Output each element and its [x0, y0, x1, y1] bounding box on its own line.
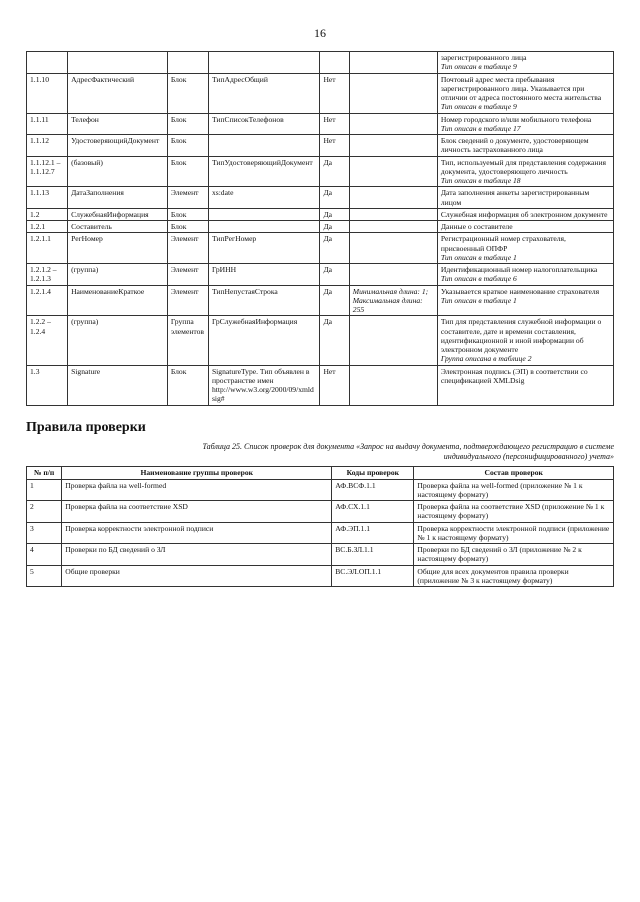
cell-description: [437, 365, 613, 405]
check-cell-content: Проверка файла на well-formed (приложение № 1 к настоящему формату): [414, 479, 614, 501]
cell-type: Элемент: [167, 233, 208, 264]
header-group: Наименование группы проверок: [62, 467, 332, 479]
cell-name: (группа): [68, 316, 168, 365]
cell-required: Да: [320, 285, 349, 316]
table-row: [27, 187, 614, 209]
cell-type: Блок: [167, 221, 208, 233]
cell-required: Да: [320, 208, 349, 220]
check-cell-content: Проверки по БД сведений о ЗЛ (приложение № 2 к настоящему формату): [414, 544, 614, 566]
cell-required: Да: [320, 221, 349, 233]
cell-format: ГрСлужебнаяИнформация: [208, 316, 320, 365]
cell-description: [437, 113, 613, 135]
cell-format: SignatureType. Тип объявлен в пространстве имен http://www.w3.org/2000/09/xmldsig#: [208, 365, 320, 405]
check-cell-num: 4: [27, 544, 62, 566]
elements-table: [26, 51, 614, 406]
cell-format: ТипНепустаяСтрока: [208, 285, 320, 316]
check-cell-group: Проверка файла на соответствие XSD: [62, 501, 332, 523]
description-note: Тип описан в таблице 1: [440, 295, 517, 305]
cell-required: Да: [320, 233, 349, 264]
check-cell-codes: ВС.ЭЛ.ОП.1.1: [332, 565, 414, 587]
cell-constraints: [349, 73, 437, 113]
cell-type: Блок: [167, 208, 208, 220]
cell-type: Блок: [167, 113, 208, 135]
table-row: [27, 135, 614, 157]
description-note: Тип описан в таблице 9: [440, 62, 517, 72]
cell-required: Да: [320, 316, 349, 365]
cell-constraints: [349, 221, 437, 233]
table-row: [27, 316, 614, 365]
cell-name: УдостоверяющийДокумент: [68, 135, 168, 157]
table-caption: Таблица 25. Список проверок для документа «Запрос на выдачу документа, подтверждающего регистрацию в системе индивидуального (персонифицированного) учета»: [202, 441, 614, 461]
cell-description: [437, 208, 613, 220]
table-row: [27, 501, 614, 523]
description-text: Тип для представления служебной информации о составителе, дате и времени составления, идентификационной и иной информации об электронном документе: [440, 317, 602, 354]
cell-description: [437, 221, 613, 233]
cell-format: [208, 221, 320, 233]
description-text: Почтовый адрес места пребывания зарегистрированного лица. Указывается при отличии от адреса постоянного места жительства: [440, 74, 602, 102]
table-row: [27, 233, 614, 264]
description-note: Тип описан в таблице 1: [440, 252, 517, 262]
cell-num: 1.2: [27, 208, 68, 220]
header-content: Состав проверок: [414, 467, 614, 479]
cell-num: [27, 52, 68, 74]
table-row: [27, 479, 614, 501]
cell-type: [167, 52, 208, 74]
cell-format: ТипСписокТелефонов: [208, 113, 320, 135]
cell-required: Да: [320, 187, 349, 209]
cell-name: Signature: [68, 365, 168, 405]
cell-name: Телефон: [68, 113, 168, 135]
description-text: зарегистрированного лица: [440, 53, 527, 62]
cell-constraints: [349, 113, 437, 135]
table-row: [27, 52, 614, 74]
cell-num: 1.1.12: [27, 135, 68, 157]
table-row: [27, 264, 614, 286]
elements-table-body: [27, 52, 614, 406]
cell-description: [437, 316, 613, 365]
description-note: Группа описана в таблице 2: [440, 354, 532, 364]
table-row: [27, 522, 614, 544]
cell-num: 1.2.1.4: [27, 285, 68, 316]
description-text: Указывается краткое наименование страхователя: [440, 286, 600, 296]
cell-name: РегНомер: [68, 233, 168, 264]
cell-constraints: [349, 365, 437, 405]
section-title: Правила проверки: [26, 419, 146, 435]
cell-constraints: [349, 208, 437, 220]
cell-required: Нет: [320, 135, 349, 157]
cell-num: 1.3: [27, 365, 68, 405]
cell-name: (базовый): [68, 156, 168, 187]
table-row: [27, 221, 614, 233]
description-text: Регистрационный номер страхователя, присвоенный ОПФР: [440, 234, 566, 253]
cell-required: Нет: [320, 113, 349, 135]
description-text: Дата заполнения анкеты зарегистрированным лицом: [440, 188, 590, 207]
cell-format: ТипРегНомер: [208, 233, 320, 264]
cell-constraints: [349, 135, 437, 157]
description-text: Блок сведений о документе, удостоверяющем личность застрахованного лица: [440, 136, 589, 155]
cell-constraints: [349, 264, 437, 286]
description-note: Тип описан в таблице 18: [440, 176, 521, 185]
cell-required: [320, 52, 349, 74]
cell-num: 1.1.11: [27, 113, 68, 135]
cell-required: Нет: [320, 73, 349, 113]
cell-num: 1.1.12.1 – 1.1.12.7: [27, 156, 68, 187]
header-codes: Коды проверок: [332, 467, 414, 479]
cell-description: [437, 187, 613, 209]
check-cell-num: 2: [27, 501, 62, 523]
table-row: [27, 565, 614, 587]
cell-format: [208, 208, 320, 220]
cell-name: ДатаЗаполнения: [68, 187, 168, 209]
check-cell-codes: АФ.ВСФ.1.1: [332, 479, 414, 501]
header-num: № п/п: [27, 467, 62, 479]
description-text: Идентификационный номер налогоплательщика: [440, 265, 598, 274]
cell-constraints: [349, 52, 437, 74]
cell-type: Блок: [167, 365, 208, 405]
cell-type: Блок: [167, 73, 208, 113]
cell-num: 1.2.1.1: [27, 233, 68, 264]
check-cell-codes: АФ.ЭП.1.1: [332, 522, 414, 544]
cell-required: Нет: [320, 365, 349, 405]
cell-name: СлужебнаяИнформация: [68, 208, 168, 220]
cell-type: Группа элементов: [167, 316, 208, 365]
table-row: [27, 285, 614, 316]
description-note: Тип описан в таблице 6: [440, 274, 517, 284]
cell-constraints: Минимальная длина: 1; Максимальная длина: 255: [349, 285, 437, 316]
cell-type: Блок: [167, 135, 208, 157]
check-cell-group: Проверки по БД сведений о ЗЛ: [62, 544, 332, 566]
description-text: Номер городского и/или мобильного телефона: [440, 114, 592, 124]
description-text: Служебная информация об электронном документе: [440, 209, 608, 219]
cell-format: ТипУдостоверяющийДокумент: [208, 156, 320, 187]
cell-constraints: [349, 233, 437, 264]
cell-type: Элемент: [167, 187, 208, 209]
table-row: [27, 544, 614, 566]
cell-constraints: [349, 187, 437, 209]
description-note: Тип описан в таблице 9: [440, 102, 517, 112]
check-cell-content: Проверка файла на соответствие XSD (приложение № 1 к настоящему формату): [414, 501, 614, 523]
page-number: 16: [314, 26, 326, 40]
checks-header-row: [27, 467, 614, 479]
cell-required: Да: [320, 264, 349, 286]
cell-name: НаименованиеКраткое: [68, 285, 168, 316]
cell-description: [437, 285, 613, 316]
check-cell-group: Проверка корректности электронной подписи: [62, 522, 332, 544]
check-cell-group: Проверка файла на well-formed: [62, 479, 332, 501]
cell-description: [437, 233, 613, 264]
cell-num: 1.1.13: [27, 187, 68, 209]
cell-num: 1.2.1: [27, 221, 68, 233]
cell-name: Составитель: [68, 221, 168, 233]
cell-format: ГрИНН: [208, 264, 320, 286]
cell-format: xs:date: [208, 187, 320, 209]
cell-type: Элемент: [167, 285, 208, 316]
cell-constraints: [349, 316, 437, 365]
description-text: Электронная подпись (ЭП) в соответствии со спецификацией XMLDsig: [440, 366, 588, 385]
cell-name: [68, 52, 168, 74]
description-text: Данные о составителе: [440, 222, 513, 231]
check-cell-num: 5: [27, 565, 62, 587]
cell-num: 1.1.10: [27, 73, 68, 113]
checks-table: [26, 466, 614, 587]
cell-required: Да: [320, 156, 349, 187]
cell-format: ТипАдресОбщий: [208, 73, 320, 113]
cell-name: АдресФактический: [68, 73, 168, 113]
table-row: [27, 156, 614, 187]
check-cell-content: Проверка корректности электронной подписи (приложение № 1 к настоящему формату): [414, 522, 614, 544]
cell-description: [437, 135, 613, 157]
table-row: [27, 365, 614, 405]
checks-table-body: [27, 479, 614, 587]
check-cell-codes: ВС.Б.ЗЛ.1.1: [332, 544, 414, 566]
cell-name: (группа): [68, 264, 168, 286]
table-row: [27, 113, 614, 135]
description-note: Тип описан в таблице 17: [440, 123, 521, 133]
cell-format: [208, 52, 320, 74]
check-cell-content: Общие для всех документов правила проверки (приложение № 3 к настоящему формату): [414, 565, 614, 587]
cell-format: [208, 135, 320, 157]
cell-description: [437, 73, 613, 113]
cell-description: [437, 52, 613, 74]
cell-description: [437, 264, 613, 286]
check-cell-num: 1: [27, 479, 62, 501]
cell-num: 1.2.2 – 1.2.4: [27, 316, 68, 365]
cell-constraints: [349, 156, 437, 187]
check-cell-num: 3: [27, 522, 62, 544]
cell-description: [437, 156, 613, 187]
cell-type: Блок: [167, 156, 208, 187]
table-row: [27, 208, 614, 220]
cell-num: 1.2.1.2 – 1.2.1.3: [27, 264, 68, 286]
table-row: [27, 73, 614, 113]
description-text: Тип, используемый для представления содержания документа, удостоверяющего личность: [440, 157, 607, 176]
check-cell-codes: АФ.СХ.1.1: [332, 501, 414, 523]
cell-type: Элемент: [167, 264, 208, 286]
check-cell-group: Общие проверки: [62, 565, 332, 587]
